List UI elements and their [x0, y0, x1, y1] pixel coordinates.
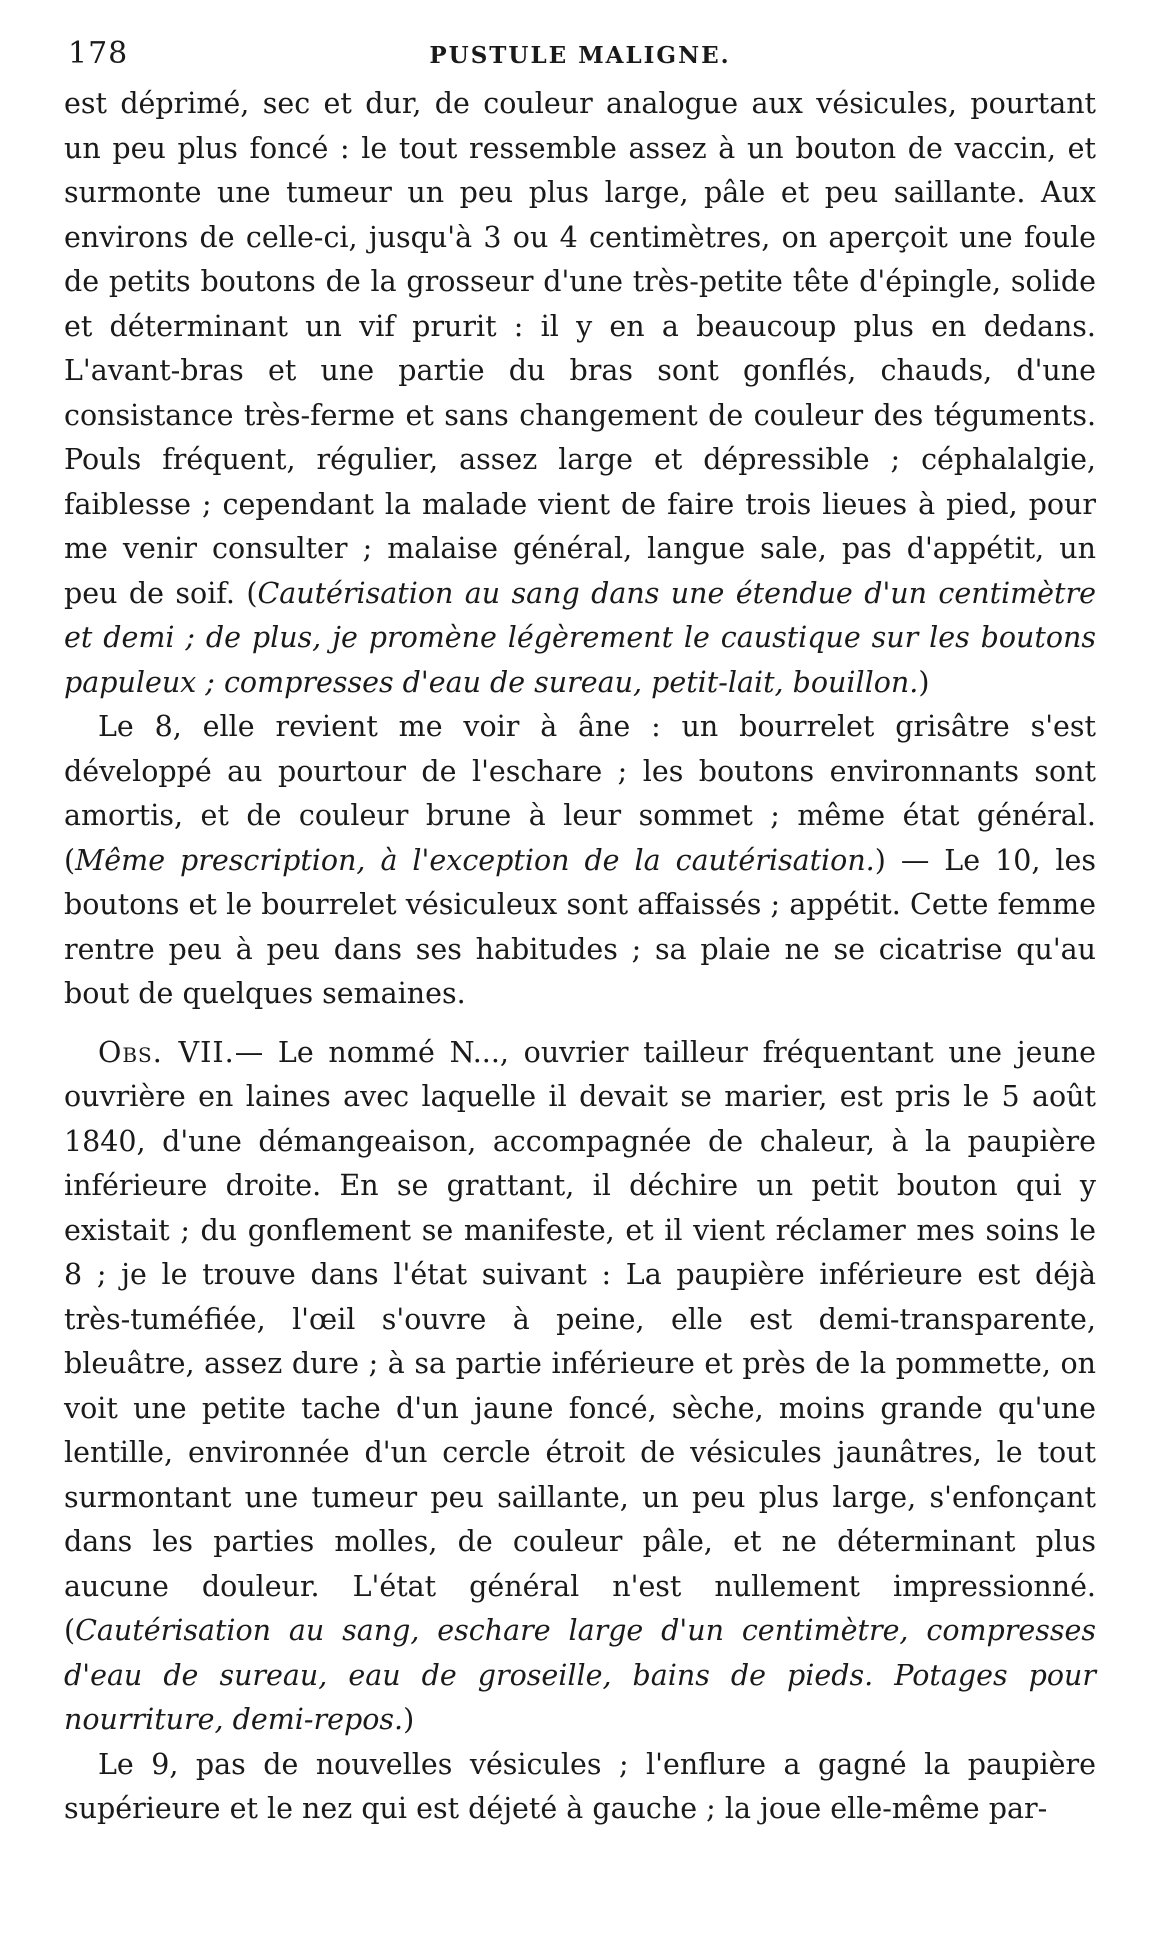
body-text: ) — [403, 1703, 415, 1736]
page-number: 178 — [68, 36, 129, 71]
body-text: — Le nommé N..., ouvrier tailleur fréquentant une jeune ouvrière en laines avec laquelle il devait se marier, est pris le 5 août 1840, d'une démangeaison, accompagnée de chaleur, à la paupière inférieure droite. En se grattant, il déchire un petit bouton qui y existait ; du gonflement se manifeste, et il vient réclamer mes soins le 8 ; je le trouve dans l'état suivant : La paupière inférieure est déjà très-tuméfiée, l'œil s'ouvre à peine, elle est demi-transparente, bleuâtre, assez dure ; à sa partie inférieure et près de la pommette, on voit une petite tache d'un jaune foncé, sèche, moins grande qu'une lentille, environnée d'un cercle étroit de vésicules jaunâtres, le tout surmontant une tumeur peu saillante, un peu plus large, s'enfonçant dans les parties molles, de couleur pâle, et ne déterminant plus aucune douleur. L'état général n'est nullement impressionné. ( — [64, 1035, 1096, 1647]
body-text: ) — Le 10, les boutons et le bourrelet vésiculeux sont affaissés ; appétit. Cette femme rentre peu à peu dans ses habitudes ; sa plaie ne se cicatrise qu'au bout de quelques semaines. — [64, 843, 1096, 1010]
paragraph-observation-vii — [64, 1031, 1096, 1743]
book-page — [64, 28, 1096, 1832]
running-head — [64, 28, 1096, 82]
observation-label: Obs. VII. — [98, 1035, 235, 1069]
prescription-text: Cautérisation au sang, eschare large d'un centimètre, compresses d'eau de sureau, eau de groseille, bains de pieds. Potages pour nourriture, demi-repos. — [64, 1614, 1096, 1736]
running-title: PUSTULE MALIGNE. — [429, 42, 731, 69]
paragraph-continuation — [64, 82, 1096, 705]
body-text: est déprimé, sec et dur, de couleur analogue aux vésicules, pourtant un peu plus foncé : le tout ressemble assez à un bouton de vaccin, et surmonte une tumeur un peu plus large, pâle et peu saillante. Aux environs de celle-ci, jusqu'à 3 ou 4 centimètres, on aperçoit une foule de petits boutons de la grosseur d'une très-petite tête d'épingle, solide et déterminant un vif prurit : il y en a beaucoup plus en dedans. L'avant-bras et une partie du bras sont gonflés, chauds, d'une consistance très-ferme et sans changement de couleur des téguments. Pouls fréquent, régulier, assez large et dépressible ; céphalalgie, faiblesse ; cependant la malade vient de faire trois lieues à pied, pour me venir consulter ; malaise général, langue sale, pas d'appétit, un peu de soif. ( — [64, 87, 1096, 610]
body-text: ) — [918, 665, 930, 699]
paragraph-le-8 — [64, 705, 1096, 1017]
prescription-text: Cautérisation au sang dans une étendue d'un centimètre et demi ; de plus, je promène légèrement le caustique sur les boutons papuleux ; compresses d'eau de sureau, petit-lait, bouillon. — [64, 576, 1096, 699]
prescription-text: Même prescription, à l'exception de la cautérisation. — [75, 843, 875, 877]
body-text: Le 8, elle revient me voir à âne : un bourrelet grisâtre s'est développé au pourtour de l'eschare ; les boutons environnants sont amortis, et de couleur brune à leur sommet ; même état général. ( — [64, 710, 1096, 877]
body-text: Le 9, pas de nouvelles vésicules ; l'enflure a gagné la paupière supérieure et le nez qui est déjeté à gauche ; la joue elle-même par- — [64, 1747, 1096, 1825]
paragraph-le-9 — [64, 1743, 1096, 1832]
